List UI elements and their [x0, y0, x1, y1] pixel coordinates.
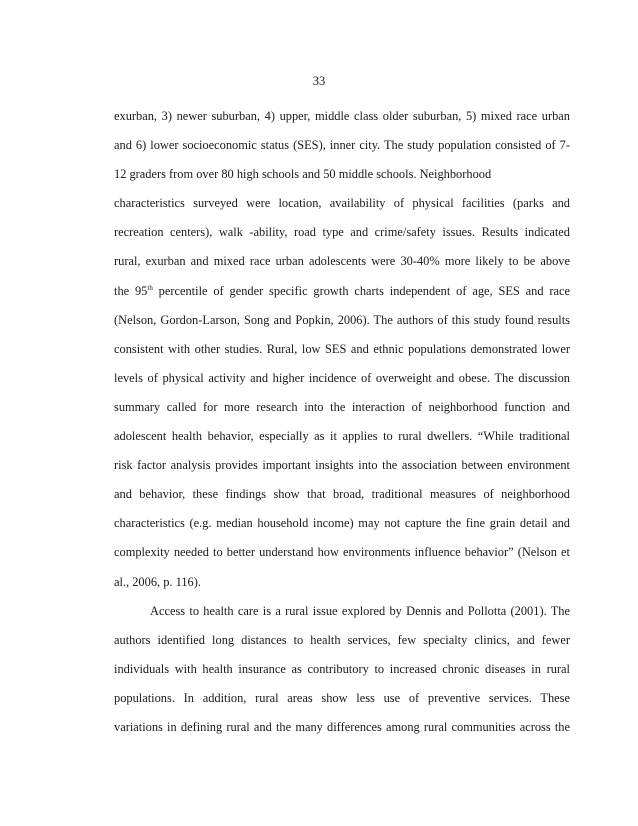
text-line: al., 2006, p. 116).: [114, 574, 201, 589]
text-line: risk factor analysis provides important insights into the association between environment: [114, 458, 570, 473]
text-line: recreation centers), walk -ability, road type and crime/safety issues. Results indicated: [114, 225, 570, 240]
text-line: rural, exurban and mixed race urban adolescents were 30-40% more likely to be above: [114, 254, 570, 269]
text-segment: percentile of gender specific growth charts independent of age, SES and race: [152, 283, 570, 298]
text-line: complexity needed to better understand how environments influence behavior” (Nelson et: [114, 545, 570, 560]
body-text: [114, 102, 570, 742]
ordinal-superscript: th: [147, 283, 153, 292]
text-line: populations. In addition, rural areas show less use of preventive services. These: [114, 690, 570, 705]
text-line: authors identified long distances to health services, few specialty clinics, and fewer: [114, 632, 570, 647]
text-line: 12 graders from over 80 high schools and 50 middle schools. Neighborhood: [114, 167, 492, 182]
text-line: and 6) lower socioeconomic status (SES), inner city. The study population consisted of 7-: [114, 138, 570, 153]
text-segment: the 95: [114, 283, 148, 298]
page-number: 33: [312, 74, 326, 88]
text-line: consistent with other studies. Rural, low SES and ethnic populations demonstrated lower: [114, 341, 570, 356]
text-line: individuals with health insurance as contributory to increased chronic diseases in rural: [114, 661, 570, 676]
text-line: Access to health care is a rural issue explored by Dennis and Pollotta (2001). The: [150, 603, 570, 618]
text-line: adolescent health behavior, especially as it applies to rural dwellers. “While traditional: [114, 429, 570, 444]
text-line: (Nelson, Gordon-Larson, Song and Popkin, 2006). The authors of this study found results: [114, 312, 570, 327]
text-line: summary called for more research into the interaction of neighborhood function and: [114, 399, 570, 414]
text-line: characteristics surveyed were location, availability of physical facilities (parks and: [114, 196, 570, 211]
text-line: variations in defining rural and the many differences among rural communities across the: [114, 719, 570, 734]
text-line: characteristics (e.g. median household income) may not capture the fine grain detail and: [114, 516, 570, 531]
text-line: exurban, 3) newer suburban, 4) upper, middle class older suburban, 5) mixed race urban: [114, 109, 570, 123]
text-line: levels of physical activity and higher incidence of overweight and obese. The discussion: [114, 370, 570, 385]
text-line: [114, 277, 570, 306]
text-line: and behavior, these findings show that broad, traditional measures of neighborhood: [114, 487, 570, 502]
